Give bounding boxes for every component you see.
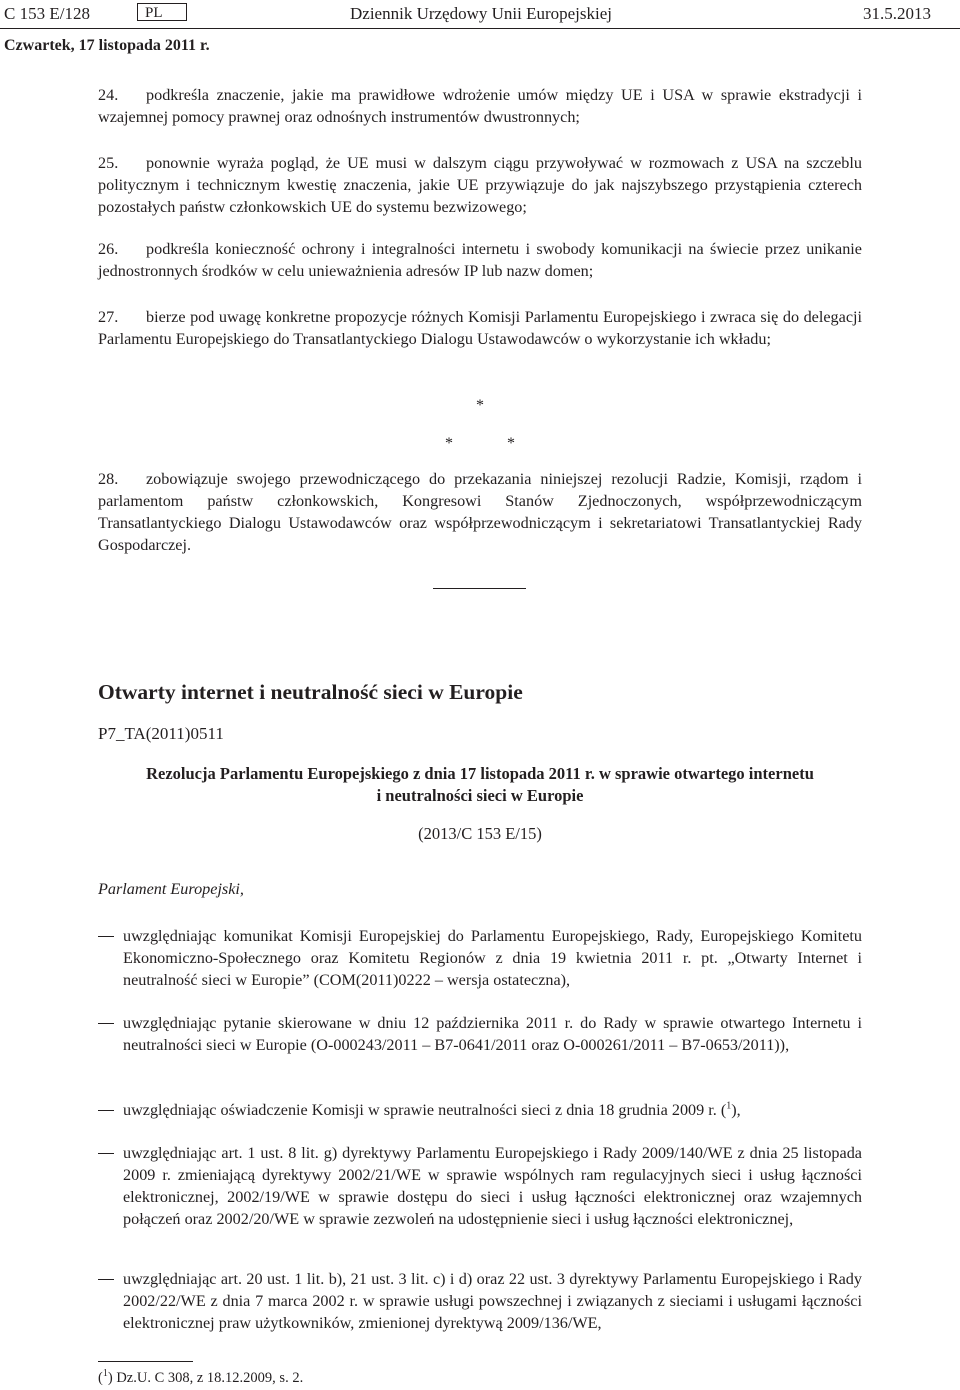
paragraph-text: bierze pod uwagę konkretne propozycje różnych Komisji Parlamentu Europejskiego i zwraca się do delegacji Parlamentu Europejskiego do Transatlantyckiego Dialogu Ustawodawców o wykorzystanie ich wkładu; [98, 308, 862, 348]
asterisk-top: * [476, 397, 484, 414]
citation-text: uwzględniając art. 1 ust. 8 lit. g) dyrektywy Parlamentu Europejskiego i Rady 2009/140/WE z dnia 25 listopada 2009 r. zmieniającą dyrektywy 2002/21/WE w sprawie wspólnych ram regulacyjnych sieci i usług łączności elektronicznej, 2002/19/WE w sprawie dostępu do sieci i usług łączności elektronicznej oraz wzajemnych połączeń oraz 2002/20/WE w sprawie zezwoleń na udostępnienie sieci i usług łączności elektronicznej, [123, 1144, 862, 1228]
resolution-title-line-2: i neutralności sieci w Europie [376, 786, 584, 805]
page-reference: C 153 E/128 [4, 4, 90, 23]
dash-marker [98, 1153, 114, 1154]
citation-indent-2 [98, 1012, 862, 1056]
footnote-rule [98, 1361, 193, 1362]
oj-reference: (2013/C 153 E/15) [418, 824, 542, 843]
citation-text: uwzględniając art. 20 ust. 1 lit. b), 21 ust. 3 lit. c) i d) oraz 22 ust. 3 dyrektywy Parlamentu Europejskiego i Rady 2002/22/WE z dnia 7 marca 2002 r. w sprawie usługi powszechnej i związanych z sieciami i usługami łączności elektronicznej praw użytkowników, zmienionej dyrektywą 2009/136/WE, [123, 1270, 862, 1332]
paragraph-25 [98, 152, 862, 218]
section-title: Otwarty internet i neutralność sieci w Europie [98, 680, 523, 704]
paragraph-number: 27. [98, 308, 119, 326]
header-rule [0, 28, 960, 29]
paragraph-26 [98, 238, 862, 282]
citation-text: uwzględniając komunikat Komisji Europejskiej do Parlamentu Europejskiego, Rady, Europejskiego Komitetu Ekonomiczno-Społecznego oraz Komitetu Regionów z dnia 19 kwietnia 2011 r. pt. „Otwarty Internet i neutralność sieci w Europie” (COM(2011)0222 – wersja ostateczna), [123, 927, 862, 989]
parliament-intro: Parlament Europejski, [98, 880, 244, 898]
paragraph-number: 24. [98, 86, 119, 104]
paragraph-number: 25. [98, 154, 119, 172]
asterisk-left: * [445, 435, 453, 452]
citation-text: uwzględniając pytanie skierowane w dniu 12 października 2011 r. do Rady w sprawie otwartego Internetu i neutralności sieci w Europie (O-000243/2011 – B7-0641/2011 oraz O-000261/2011 – B7-0653/2011)), [123, 1014, 862, 1054]
dash-marker [98, 1279, 114, 1280]
paragraph-text: ponownie wyraża pogląd, że UE musi w dalszym ciągu przywoływać w rozmowach z USA na szczeblu politycznym i technicznym kwestię znaczenia, jakie UE przywiązuje do jak najszybszego przystąpienia czterech pozostałych państw członkowskich UE do systemu bezwizowego; [98, 154, 862, 216]
footnote [98, 1367, 303, 1389]
paragraph-text: podkreśla znaczenie, jakie ma prawidłowe wdrożenie umów między UE i USA w sprawie ekstradycji i wzajemnej pomocy prawnej oraz odnośnych instrumentów dwustronnych; [98, 86, 862, 126]
paragraph-text: podkreśla konieczność ochrony i integralności internetu i swobody komunikacji na świecie przez unikanie jednostronnych środków w celu unieważnienia adresów IP lub nazw domen; [98, 240, 862, 280]
page-header [0, 3, 960, 27]
paragraph-27 [98, 306, 862, 350]
section-separator [433, 588, 526, 589]
journal-title: Dziennik Urzędowy Unii Europejskiej [350, 4, 613, 23]
dash-marker [98, 936, 114, 937]
citation-indent-5 [98, 1268, 862, 1334]
footnote-marker: 1 [102, 1368, 108, 1380]
dash-marker [98, 1110, 114, 1111]
paragraph-28 [98, 468, 862, 556]
footnote-text: Dz.U. C 308, z 18.12.2009, s. 2. [116, 1370, 304, 1386]
citation-indent-4 [98, 1142, 862, 1230]
session-date: Czwartek, 17 listopada 2011 r. [4, 37, 210, 54]
resolution-title-line-1: Rezolucja Parlamentu Europejskiego z dnia 17 listopada 2011 r. w sprawie otwartego internetu [146, 764, 814, 783]
publication-date: 31.5.2013 [863, 4, 931, 23]
citation-text-suffix: ), [731, 1101, 741, 1119]
paragraph-24 [98, 84, 862, 128]
paragraph-number: 28. [98, 470, 119, 488]
citation-indent-3 [98, 1099, 862, 1121]
citation-text [123, 1099, 862, 1121]
asterisk-right: * [507, 435, 515, 452]
citation-indent-1 [98, 925, 862, 991]
language-badge: PL [137, 3, 187, 21]
document-reference: P7_TA(2011)0511 [98, 724, 224, 743]
resolution-title [98, 763, 862, 807]
paragraph-text: zobowiązuje swojego przewodniczącego do przekazania niniejszej rezolucji Radzie, Komisji, rządom i parlamentom państw członkowskich, Kongresowi Stanów Zjednoczonych, współprzewodniczącym Transatlantyckiego Dialogu Ustawodawców oraz współprzewodniczącym i sekretariatowi Transatlantyckiej Rady Gospodarczej. [98, 470, 862, 554]
footnote-open: ( [98, 1370, 103, 1386]
paragraph-number: 26. [98, 240, 119, 258]
dash-marker [98, 1023, 114, 1024]
citation-text-body: uwzględniając oświadczenie Komisji w sprawie neutralności sieci z dnia 18 grudnia 2009 r. ( [123, 1101, 727, 1119]
footnote-reference[interactable]: 1 [726, 1100, 732, 1112]
footnote-close: ) [107, 1370, 113, 1386]
